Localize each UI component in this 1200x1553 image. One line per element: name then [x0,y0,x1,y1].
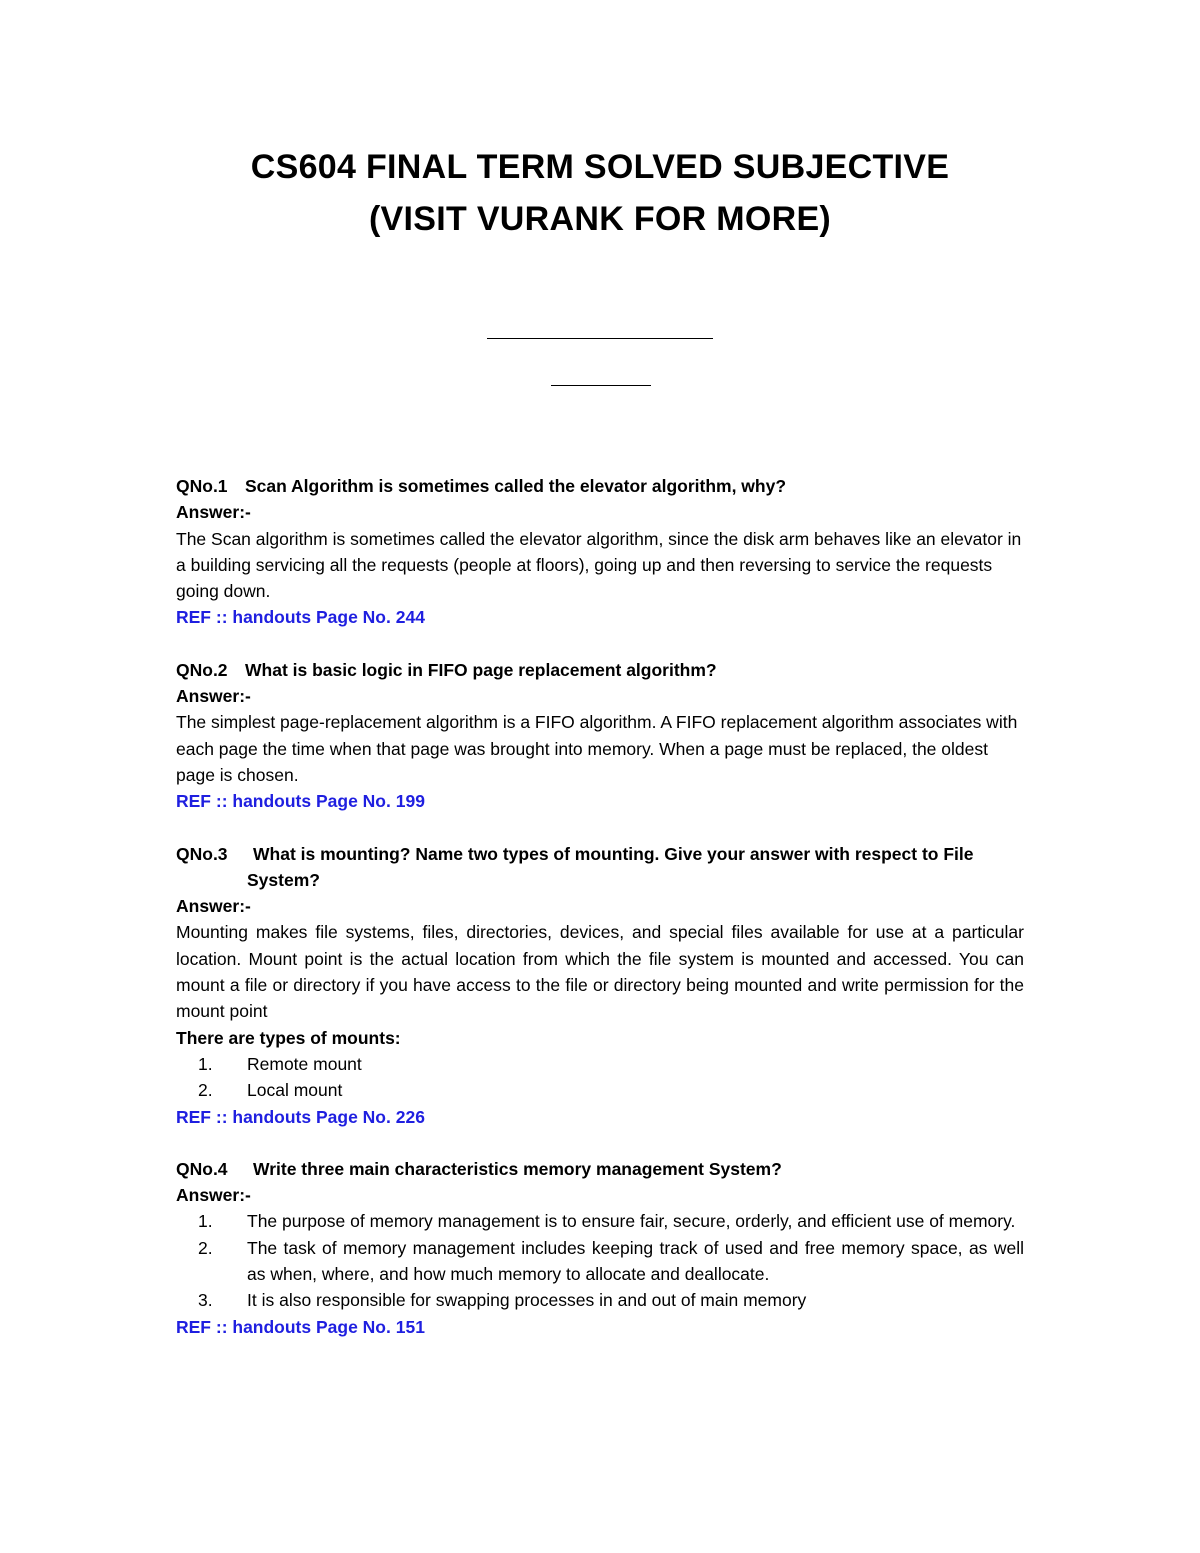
answer-label: Answer:- [176,686,251,707]
characteristics-list [176,1208,1024,1313]
answer-text: The simplest page-replacement algorithm is a FIFO algorithm. A FIFO replacement algorithm associates with each page the time when that page was brought into memory. When a page must be replaced, the oldest page is chosen. [176,712,1018,785]
list-item: 1. Remote mount [198,1053,362,1074]
list-item: 2. The task of memory management includes keeping track of used and free memory space, as well as when, where, and how much memory to allocate and deallocate. [198,1237,1024,1285]
question-text: Write three main characteristics memory management System? [253,1158,782,1179]
question-number: QNo.3 [176,843,228,864]
question-number: QNo.1 [176,476,228,496]
reference: REF :: handouts Page No. 226 [176,1106,425,1127]
question-2 [176,657,1024,683]
qa-content [176,473,1024,1340]
question-text: What is mounting? Name two types of mounting. Give your answer with respect to File System? [247,843,974,890]
mount-types-list [176,1051,1024,1104]
question-number: QNo.4 [176,1158,228,1179]
answer-label: Answer:- [176,896,251,917]
reference: REF :: handouts Page No. 244 [176,607,425,628]
question-number: QNo.2 [176,659,228,680]
divider-line-short [551,385,651,386]
answer-label: Answer:- [176,1185,251,1206]
question-text: What is basic logic in FIFO page replacement algorithm? [245,659,717,680]
list-item: 3. It is also responsible for swapping processes in and out of main memory [198,1290,807,1311]
list-item: 1. The purpose of memory management is to ensure fair, secure, orderly, and efficient use of memory. [198,1211,1016,1232]
answer-text: The Scan algorithm is sometimes called the elevator algorithm, since the disk arm behaves like an elevator in a building servicing all the requests (people at floors), going up and then reversing to service the requests going down. [176,528,1022,602]
document-subtitle: (VISIT VURANK FOR MORE) [368,200,832,238]
reference: REF :: handouts Page No. 151 [176,1316,425,1337]
question-4 [176,1156,1024,1182]
question-text: Scan Algorithm is sometimes called the elevator algorithm, why? [245,476,787,496]
divider-line [487,338,713,339]
reference: REF :: handouts Page No. 199 [176,791,425,812]
answer-label: Answer:- [176,502,251,523]
answer-text: Mounting makes file systems, files, directories, devices, and special files available for use at a particular location. Mount point is the actual location from which the file system is mounted and accessed. You can mount a file or directory if you have access to the file or directory being mounted and write permission for the mount point [176,922,1024,1022]
question-1 [176,473,1024,499]
document-title: CS604 FINAL TERM SOLVED SUBJECTIVE [250,148,950,186]
types-heading: There are types of mounts: [176,1027,401,1048]
question-3 [176,841,1024,894]
list-item: 2. Local mount [198,1080,343,1101]
